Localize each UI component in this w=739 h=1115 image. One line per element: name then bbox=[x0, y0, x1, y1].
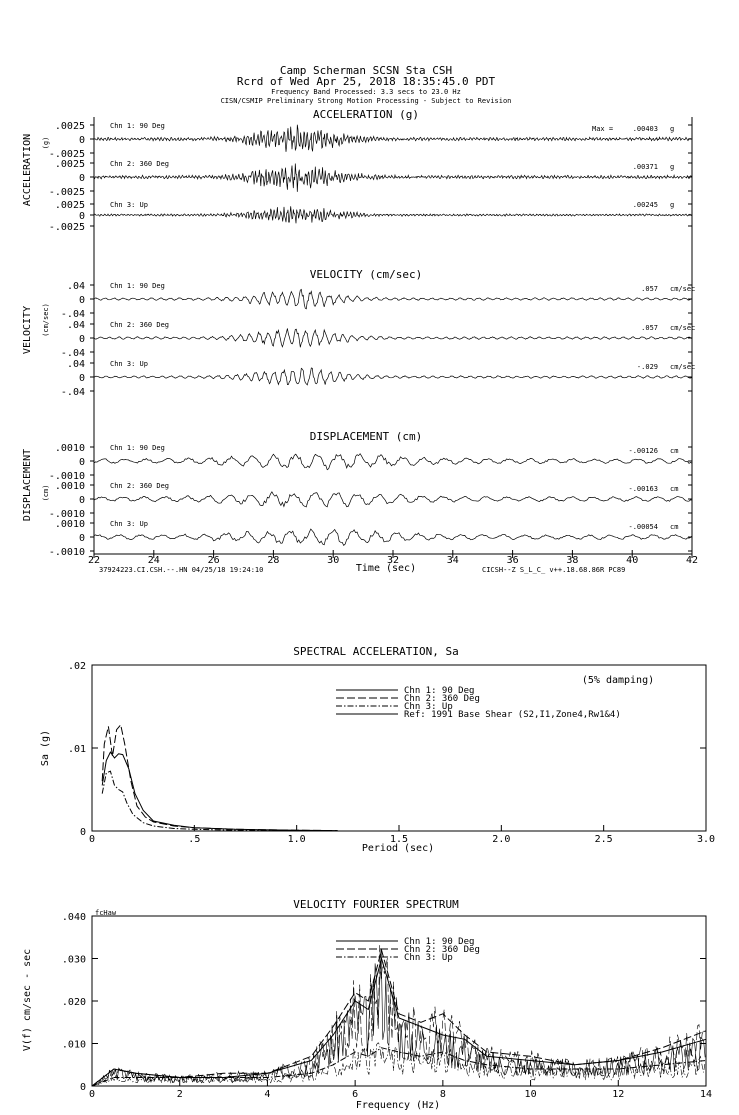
accel-yunit: (g) bbox=[42, 136, 50, 150]
channel-ytick-top: .0025 bbox=[54, 159, 85, 170]
legend-label: Chn 2: 360 Deg bbox=[404, 694, 480, 704]
velocity-yunit: (cm/sec) bbox=[42, 303, 50, 337]
sa-ticks bbox=[68, 661, 715, 845]
channel-max-value: .00403 bbox=[632, 125, 658, 133]
channel-ytick-top: .0010 bbox=[54, 443, 85, 454]
y-tick-label: .010 bbox=[61, 1039, 86, 1051]
x-tick-label: 6 bbox=[352, 1089, 359, 1100]
x-tick-label: 10 bbox=[524, 1089, 537, 1100]
channel-max-value: -.029 bbox=[636, 363, 658, 371]
legend-label: Chn 1: 90 Deg bbox=[404, 686, 475, 696]
x-tick-label: 4 bbox=[264, 1089, 271, 1100]
channel-ytick-bottom: -.04 bbox=[60, 387, 85, 398]
channel-ytick-top: .0025 bbox=[54, 121, 85, 132]
channel-name: Chn 2: 360 Deg bbox=[110, 321, 170, 329]
x-tick-label: .5 bbox=[188, 834, 201, 845]
time-tick-label: 36 bbox=[506, 555, 519, 566]
channel-ytick-bottom: -.04 bbox=[60, 348, 85, 359]
series-detail-line bbox=[94, 1043, 705, 1086]
channel-max-unit: cm/sec bbox=[670, 324, 696, 332]
sa-title: SPECTRAL ACCELERATION, Sa bbox=[293, 645, 459, 658]
channel-max-prefix: Max = bbox=[592, 125, 614, 133]
channel-max-value: .057 bbox=[641, 324, 658, 332]
channel-ytick-zero: 0 bbox=[78, 211, 85, 222]
channel-max-unit: g bbox=[670, 125, 675, 133]
channel-max-unit: cm/sec bbox=[670, 285, 696, 293]
disp-ylabel: DISPLACEMENT bbox=[22, 448, 33, 522]
sa-ylabel: Sa (g) bbox=[40, 729, 51, 767]
channel-trace bbox=[94, 529, 692, 545]
x-tick-label: 2.5 bbox=[594, 834, 613, 845]
header-station: Camp Scherman SCSN Sta CSH bbox=[279, 64, 453, 77]
footer-left: 37924223.CI.CSH.--.HN 04/25/18 19:24:10 bbox=[99, 566, 264, 574]
channel-max-value: -.00054 bbox=[628, 523, 658, 531]
header-record: Rcrd of Wed Apr 25, 2018 18:35:45.0 PDT bbox=[236, 75, 496, 88]
channel-name: Chn 3: Up bbox=[110, 520, 148, 528]
channel-max-unit: cm bbox=[670, 485, 679, 493]
time-tick-label: 32 bbox=[386, 555, 400, 566]
time-tick-label: 22 bbox=[87, 555, 101, 566]
vfs-series bbox=[92, 945, 706, 1086]
y-tick-label: .020 bbox=[61, 997, 86, 1008]
sa-xlabel: Period (sec) bbox=[361, 843, 435, 854]
x-tick-label: 1.5 bbox=[389, 834, 409, 845]
channel-ytick-top: .0025 bbox=[54, 200, 85, 211]
sa-legend bbox=[336, 686, 621, 720]
vfs-xlabel: Frequency (Hz) bbox=[355, 1100, 441, 1111]
channel-ytick-bottom: -.0010 bbox=[48, 547, 85, 558]
time-tick-label: 24 bbox=[147, 555, 160, 566]
time-tick-label: 42 bbox=[685, 555, 699, 566]
channel-max-value: -.00163 bbox=[628, 485, 658, 493]
channel-ytick-bottom: -.0025 bbox=[48, 222, 85, 233]
y-tick-label: 0 bbox=[79, 827, 86, 838]
channel-ytick-bottom: -.04 bbox=[60, 309, 85, 320]
series-line bbox=[102, 752, 337, 831]
time-tick-label: 26 bbox=[207, 555, 220, 566]
x-tick-label: 14 bbox=[699, 1089, 713, 1100]
channel-ytick-bottom: -.0025 bbox=[48, 187, 85, 198]
header-agency: CISN/CSMIP Preliminary Strong Motion Processing - Subject to Revision bbox=[220, 97, 512, 105]
channel-max-unit: g bbox=[670, 201, 675, 209]
channel-ytick-bottom: -.0010 bbox=[48, 509, 85, 520]
channel-ytick-top: .0010 bbox=[54, 481, 85, 492]
time-tick-label: 38 bbox=[566, 555, 579, 566]
x-tick-label: 0 bbox=[88, 1089, 96, 1100]
accel-title: ACCELERATION (g) bbox=[313, 108, 419, 121]
vfs-ticks bbox=[62, 912, 712, 1100]
channel-ytick-zero: 0 bbox=[78, 533, 85, 544]
channel-ytick-top: .04 bbox=[66, 281, 85, 292]
channel-ytick-zero: 0 bbox=[78, 295, 85, 306]
channel-ytick-bottom: -.0025 bbox=[48, 149, 85, 160]
vfs-title: VELOCITY FOURIER SPECTRUM bbox=[293, 898, 459, 911]
y-tick-label: .02 bbox=[67, 661, 86, 672]
vfs-legend bbox=[336, 937, 480, 963]
channel-trace bbox=[94, 368, 692, 385]
series-detail-line bbox=[94, 950, 705, 1085]
disp-yunit: (cm) bbox=[42, 484, 50, 502]
sa-frame bbox=[92, 665, 706, 831]
legend-label: Chn 3: Up bbox=[404, 702, 453, 712]
velocity-ylabel: VELOCITY bbox=[22, 305, 33, 355]
channel-ytick-zero: 0 bbox=[78, 373, 85, 384]
x-tick-label: 1.0 bbox=[287, 834, 306, 845]
channel-ytick-top: .0010 bbox=[54, 519, 85, 530]
channel-name: Chn 1: 90 Deg bbox=[110, 122, 165, 130]
channel-name: Chn 1: 90 Deg bbox=[110, 282, 165, 290]
x-tick-label: 3.0 bbox=[696, 834, 716, 845]
sa-series bbox=[102, 725, 337, 831]
channel-trace bbox=[94, 206, 692, 223]
channel-trace bbox=[94, 454, 692, 470]
x-tick-label: 2 bbox=[176, 1089, 183, 1100]
velocity-title: VELOCITY (cm/sec) bbox=[309, 268, 423, 281]
x-tick-label: 12 bbox=[612, 1089, 625, 1100]
legend-label: Chn 2: 360 Deg bbox=[404, 945, 480, 955]
channel-name: Chn 3: Up bbox=[110, 201, 148, 209]
y-tick-label: .01 bbox=[67, 744, 86, 755]
sa-damping: (5% damping) bbox=[581, 675, 655, 686]
channel-max-unit: g bbox=[670, 163, 675, 171]
y-tick-label: .030 bbox=[61, 954, 86, 966]
disp-title: DISPLACEMENT (cm) bbox=[309, 430, 423, 443]
channel-ytick-top: .04 bbox=[66, 320, 85, 331]
vfs-corner-label: fcHaw bbox=[95, 909, 117, 917]
channel-max-value: .057 bbox=[641, 285, 658, 293]
legend-label: Ref: 1991 Base Shear (S2,I1,Zone4,Rw1&4) bbox=[404, 710, 621, 720]
channel-name: Chn 2: 360 Deg bbox=[110, 160, 170, 168]
timeseries-traces bbox=[49, 121, 695, 558]
vfs-ylabel: V(f) cm/sec - sec bbox=[22, 948, 33, 1052]
legend-label: Chn 3: Up bbox=[404, 953, 453, 963]
legend-label: Chn 1: 90 Deg bbox=[404, 937, 475, 947]
channel-ytick-bottom: -.0010 bbox=[48, 471, 85, 482]
channel-max-value: .00245 bbox=[632, 201, 658, 209]
channel-trace bbox=[94, 492, 692, 507]
channel-trace bbox=[94, 328, 692, 347]
time-axis-label: Time (sec) bbox=[355, 563, 417, 574]
y-tick-label: 0 bbox=[79, 1082, 86, 1093]
channel-max-unit: cm bbox=[670, 523, 679, 531]
channel-max-value: .00371 bbox=[632, 163, 658, 171]
channel-max-unit: cm bbox=[670, 447, 679, 455]
accel-ylabel: ACCELERATION bbox=[22, 133, 33, 207]
channel-ytick-zero: 0 bbox=[78, 135, 85, 146]
channel-trace bbox=[94, 289, 692, 309]
channel-ytick-zero: 0 bbox=[78, 457, 85, 468]
channel-max-unit: cm/sec bbox=[670, 363, 696, 371]
y-tick-label: .040 bbox=[61, 912, 86, 923]
channel-ytick-zero: 0 bbox=[78, 173, 85, 184]
channel-max-value: -.00126 bbox=[628, 447, 658, 455]
x-tick-label: 0 bbox=[88, 834, 96, 845]
series-line bbox=[102, 725, 337, 831]
channel-name: Chn 3: Up bbox=[110, 360, 148, 368]
x-tick-label: 2.0 bbox=[492, 834, 511, 845]
channel-ytick-zero: 0 bbox=[78, 334, 85, 345]
channel-name: Chn 1: 90 Deg bbox=[110, 444, 165, 452]
channel-ytick-top: .04 bbox=[66, 359, 85, 370]
series-detail-line bbox=[94, 945, 705, 1084]
channel-ytick-zero: 0 bbox=[78, 495, 85, 506]
time-tick-label: 28 bbox=[267, 555, 280, 566]
channel-trace bbox=[94, 164, 692, 192]
time-tick-label: 34 bbox=[446, 555, 459, 566]
time-tick-label: 30 bbox=[327, 555, 340, 566]
channel-name: Chn 2: 360 Deg bbox=[110, 482, 170, 490]
header-band: Frequency Band Processed: 3.3 secs to 23.0 Hz bbox=[271, 88, 461, 96]
time-tick-label: 40 bbox=[626, 555, 639, 566]
x-tick-label: 8 bbox=[439, 1089, 446, 1100]
footer-right: CICSH--Z S_L_C_ v++.18.68.86R PC89 bbox=[482, 566, 626, 574]
